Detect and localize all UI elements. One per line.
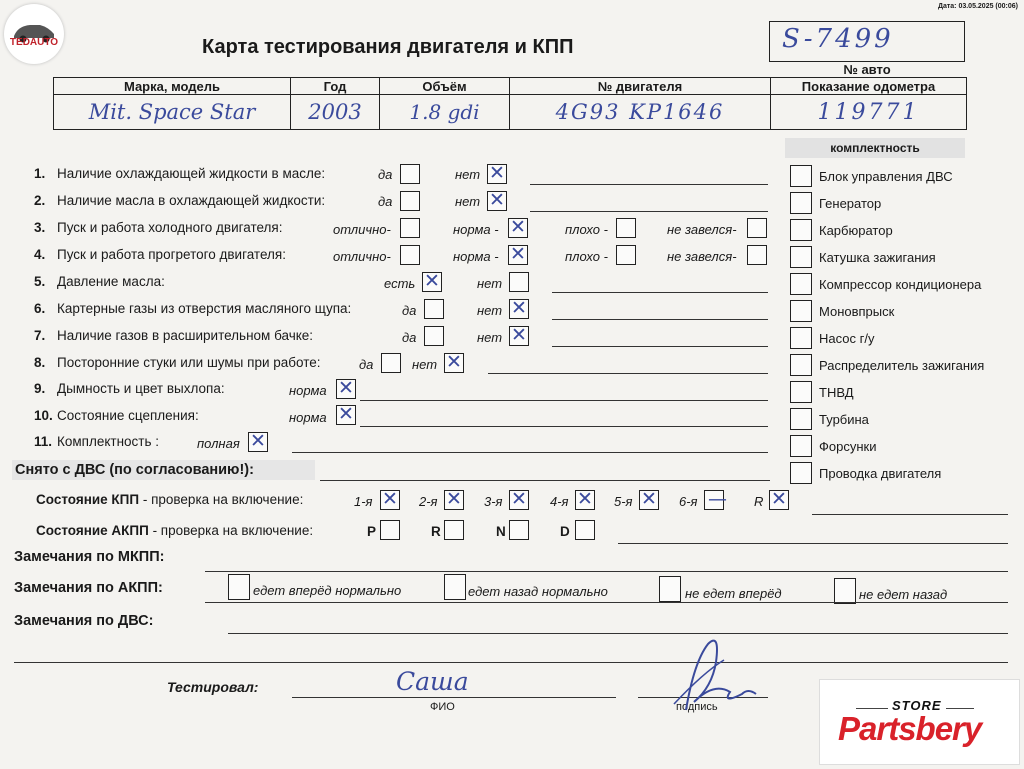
kit-item-label: Турбина <box>819 412 869 427</box>
option-label: да <box>402 303 417 318</box>
check-mark-icon: ✕ <box>382 488 398 510</box>
kit-title: комплектность <box>785 138 965 158</box>
kit-item-label: Форсунки <box>819 439 877 454</box>
note-line <box>552 346 768 347</box>
item-number: 5. <box>34 274 46 289</box>
check-mark-icon: ✕ <box>771 488 787 510</box>
auto-number-label: № авто <box>843 62 891 77</box>
gear-label: 5-я <box>614 494 633 509</box>
kit-checkbox[interactable] <box>790 462 812 484</box>
kit-item-label: Катушка зажигания <box>819 250 936 265</box>
option-label: норма - <box>453 249 499 264</box>
item-text: Дымность и цвет выхлопа: <box>57 381 225 396</box>
option-label: есть <box>384 276 416 291</box>
mode-label: N <box>496 524 506 539</box>
option-label: да <box>378 194 393 209</box>
item-number: 4. <box>34 247 46 262</box>
tested-label: Тестировал: <box>167 679 259 695</box>
note-line <box>530 184 768 185</box>
mode-r-checkbox[interactable] <box>444 520 464 540</box>
gear-r-checkbox[interactable] <box>769 490 789 510</box>
partsbery-logo <box>819 679 1020 765</box>
option-label: плохо - <box>565 249 608 264</box>
item-number: 3. <box>34 220 46 235</box>
remarks-dvs-line-1 <box>228 633 1008 634</box>
akpp-forward-ok-checkbox[interactable] <box>228 574 250 600</box>
col-make-model: Марка, модель <box>54 78 291 95</box>
value-year: 2003 <box>291 95 380 130</box>
gear-4-checkbox[interactable] <box>575 490 595 510</box>
kit-item-label: Генератор <box>819 196 882 211</box>
option-label: норма <box>289 410 327 425</box>
remarks-mkpp-line <box>205 571 1008 572</box>
check-mark-icon: ✕ <box>338 377 354 399</box>
removed-line <box>320 480 770 481</box>
checkbox-yes[interactable] <box>381 353 401 373</box>
gear-label: 4-я <box>550 494 569 509</box>
checkbox-normal[interactable] <box>336 379 356 399</box>
option-label: нет <box>412 357 438 372</box>
remarks-akpp-label: Замечания по АКПП: <box>14 580 163 596</box>
note-line <box>292 452 768 453</box>
akpp-no-reverse-checkbox[interactable] <box>834 578 856 604</box>
mode-d-checkbox[interactable] <box>575 520 595 540</box>
kpp-note-line <box>812 514 1008 515</box>
checkbox-no[interactable] <box>444 353 464 373</box>
auto-number-value: S-7499 <box>782 24 894 54</box>
check-mark-icon: ✕ <box>424 270 440 292</box>
note-line <box>360 426 768 427</box>
gear-label: 1-я <box>354 494 373 509</box>
akpp-label-rest: - проверка на включение: <box>148 523 314 538</box>
checkbox-absent[interactable] <box>509 272 529 292</box>
item-number: 10. <box>34 408 53 423</box>
item-text: Наличие масла в охлаждающей жидкости: <box>57 193 326 208</box>
checkbox-no[interactable] <box>487 191 507 211</box>
item-number: 7. <box>34 328 46 343</box>
check-mark-icon: ✕ <box>338 403 354 425</box>
signature-label: подпись <box>676 701 718 713</box>
remarks-akpp-line <box>205 602 1008 603</box>
akpp-check-label: не едет вперёд <box>685 586 782 601</box>
gear-6-checkbox[interactable] <box>704 488 727 510</box>
gear-label: 3-я <box>484 494 503 509</box>
note-line <box>552 319 768 320</box>
dash-mark-icon: — <box>708 488 727 510</box>
checkbox-no[interactable] <box>509 299 529 319</box>
item-text: Картерные газы из отверстия масляного щупа: <box>57 301 352 316</box>
fio-label: ФИО <box>430 701 455 713</box>
note-line <box>360 400 768 401</box>
store-top-text: STORE <box>892 698 942 713</box>
signature-icon <box>664 632 764 722</box>
remarks-mkpp-label: Замечания по МКПП: <box>14 549 165 565</box>
value-engine-number: 4G93 KP1646 <box>510 95 771 130</box>
item-number: 11. <box>34 434 53 449</box>
option-label: нет <box>477 303 503 318</box>
checkbox-bad[interactable] <box>616 218 636 238</box>
akpp-reverse-ok-checkbox[interactable] <box>444 574 466 600</box>
akpp-label <box>36 523 313 538</box>
option-label: да <box>378 167 393 182</box>
checkbox-yes[interactable] <box>400 164 420 184</box>
option-label: норма - <box>453 222 499 237</box>
kpp-label-rest: - проверка на включение: <box>139 492 304 507</box>
kit-checkbox[interactable] <box>790 219 812 241</box>
mode-label: P <box>367 524 377 539</box>
option-label: да <box>359 357 374 372</box>
item-text: Состояние сцепления: <box>57 408 199 423</box>
kit-item-label: Проводка двигателя <box>819 466 942 481</box>
kit-item-label: Блок управления ДВС <box>819 169 953 184</box>
item-number: 9. <box>34 381 46 396</box>
check-mark-icon: ✕ <box>510 216 526 238</box>
check-mark-icon: ✕ <box>511 324 527 346</box>
checkbox-yes[interactable] <box>424 326 444 346</box>
kpp-label <box>36 492 303 507</box>
tedauto-logo <box>4 4 64 64</box>
kit-item-label: Карбюратор <box>819 223 893 238</box>
col-year: Год <box>291 78 380 95</box>
akpp-note-line <box>618 543 1008 544</box>
mode-p-checkbox[interactable] <box>380 520 400 540</box>
akpp-check-label: едет вперёд нормально <box>253 583 402 598</box>
kit-item-label: Насос г/у <box>819 331 875 346</box>
kit-checkbox[interactable] <box>790 354 812 376</box>
mode-n-checkbox[interactable] <box>509 520 529 540</box>
option-label: не завелся- <box>667 249 737 264</box>
note-line <box>488 373 768 374</box>
logo-rule <box>946 708 974 709</box>
option-label: не завелся- <box>667 222 737 237</box>
check-mark-icon: ✕ <box>510 243 526 265</box>
kit-checkbox[interactable] <box>790 165 812 187</box>
mode-label: R <box>431 524 441 539</box>
kit-checkbox[interactable] <box>790 381 812 403</box>
option-label: нет <box>477 276 503 291</box>
item-number: 1. <box>34 166 46 181</box>
check-mark-icon: ✕ <box>489 162 505 184</box>
check-mark-icon: ✕ <box>511 297 527 319</box>
check-mark-icon: ✕ <box>489 189 505 211</box>
checkbox-excellent[interactable] <box>400 218 420 238</box>
kit-item-label: Распределитель зажигания <box>819 358 985 373</box>
gear-label: 2-я <box>419 494 438 509</box>
option-label: отлично- <box>333 222 391 237</box>
item-text: Давление масла: <box>57 274 165 289</box>
check-mark-icon: ✕ <box>250 430 266 452</box>
checkbox-present[interactable] <box>422 272 442 292</box>
note-line <box>530 211 768 212</box>
checkbox-yes[interactable] <box>400 191 420 211</box>
option-label: нет <box>477 330 503 345</box>
kpp-label-bold: Состояние КПП <box>36 492 140 507</box>
kit-checkbox[interactable] <box>790 435 812 457</box>
item-number: 6. <box>34 301 46 316</box>
gear-5-checkbox[interactable] <box>639 490 659 510</box>
col-odometer: Показание одометра <box>771 78 967 95</box>
gear-3-checkbox[interactable] <box>509 490 529 510</box>
gear-label: 6-я <box>679 494 698 509</box>
tester-line <box>292 697 616 698</box>
item-text: Наличие газов в расширительном бачке: <box>57 328 314 343</box>
check-mark-icon: ✕ <box>641 488 657 510</box>
kit-checkbox[interactable] <box>790 408 812 430</box>
item-text: Посторонние стуки или шумы при работе: <box>57 355 321 370</box>
kit-checkbox[interactable] <box>790 246 812 268</box>
checkbox-no-start[interactable] <box>747 245 767 265</box>
page-title: Карта тестирования двигателя и КПП <box>202 36 574 58</box>
akpp-no-forward-checkbox[interactable] <box>659 576 681 602</box>
option-label: нет <box>455 194 481 209</box>
item-text: Пуск и работа прогретого двигателя: <box>57 247 286 262</box>
akpp-check-label: не едет назад <box>859 587 948 602</box>
item-number: 2. <box>34 193 46 208</box>
col-engine-number: № двигателя <box>510 78 771 95</box>
note-line <box>552 292 768 293</box>
mode-label: D <box>560 524 570 539</box>
removed-label: Снято с ДВС (по согласованию!): <box>12 460 315 480</box>
item-number: 8. <box>34 355 46 370</box>
kit-checkbox[interactable] <box>790 192 812 214</box>
item-text: Пуск и работа холодного двигателя: <box>57 220 283 235</box>
checkbox-normal[interactable] <box>508 218 528 238</box>
check-mark-icon: ✕ <box>577 488 593 510</box>
check-mark-icon: ✕ <box>446 351 462 373</box>
option-label: полная <box>197 436 240 451</box>
logo-text: TEDAUTO <box>9 37 59 48</box>
logo-rule <box>856 708 888 709</box>
tester-name: Саша <box>396 667 469 696</box>
date-stamp: Дата: 03.05.2025 (00:06) <box>937 3 1018 10</box>
store-brand-text: Partsbery <box>838 710 982 747</box>
checkbox-normal[interactable] <box>508 245 528 265</box>
item-text: Наличие охлаждающей жидкости в масле: <box>57 166 326 181</box>
akpp-check-label: едет назад нормально <box>468 584 608 599</box>
option-label: плохо - <box>565 222 608 237</box>
gear-1-checkbox[interactable] <box>380 490 400 510</box>
auto-number-box <box>769 21 965 62</box>
kit-checkbox[interactable] <box>790 327 812 349</box>
kit-item-label: Моновпрыск <box>819 304 895 319</box>
option-label: отлично- <box>333 249 391 264</box>
gear-2-checkbox[interactable] <box>444 490 464 510</box>
gear-label: R <box>754 494 764 509</box>
checkbox-bad[interactable] <box>616 245 636 265</box>
remarks-dvs-label: Замечания по ДВС: <box>14 613 154 629</box>
checkbox-no-start[interactable] <box>747 218 767 238</box>
col-volume: Объём <box>380 78 510 95</box>
value-make-model: Mit. Space Star <box>54 95 291 130</box>
checkbox-full[interactable] <box>248 432 268 452</box>
checkbox-excellent[interactable] <box>400 245 420 265</box>
checkbox-no[interactable] <box>509 326 529 346</box>
vehicle-header-table <box>53 77 967 130</box>
option-label: нет <box>455 167 481 182</box>
value-volume: 1.8 gdi <box>380 95 510 130</box>
kit-item-label: Компрессор кондиционера <box>819 277 982 292</box>
kit-item-label: ТНВД <box>819 385 854 400</box>
check-mark-icon: ✕ <box>446 488 462 510</box>
kit-checkbox[interactable] <box>790 300 812 322</box>
option-label: норма <box>289 383 327 398</box>
checkbox-normal[interactable] <box>336 405 356 425</box>
kit-checkbox[interactable] <box>790 273 812 295</box>
remarks-dvs-line-2 <box>14 662 1008 663</box>
checkbox-no[interactable] <box>487 164 507 184</box>
akpp-label-bold: Состояние АКПП <box>36 523 149 538</box>
option-label: да <box>402 330 417 345</box>
checkbox-yes[interactable] <box>424 299 444 319</box>
check-mark-icon: ✕ <box>511 488 527 510</box>
item-text: Комплектность : <box>57 434 160 449</box>
value-odometer: 119771 <box>771 95 967 130</box>
